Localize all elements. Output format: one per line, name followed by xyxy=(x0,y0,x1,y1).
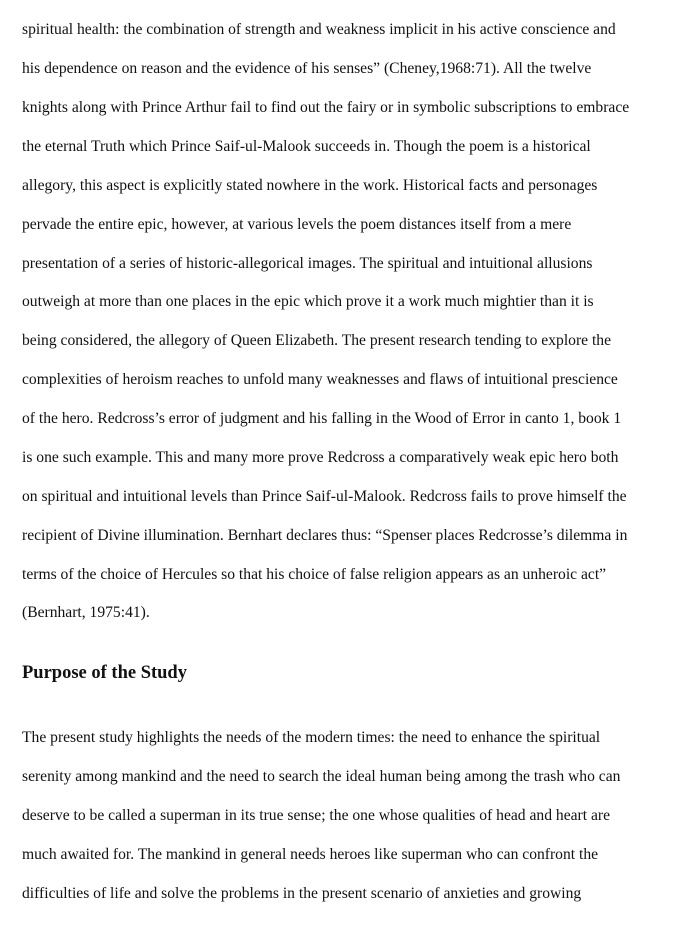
text-line: allegory, this aspect is explicitly stated nowhere in the work. Historical facts and personages xyxy=(22,177,598,194)
text-line: terms of the choice of Hercules so that his choice of false religion appears as an unheroic act” xyxy=(22,566,607,583)
text-line: difficulties of life and solve the problems in the present scenario of anxieties and growing xyxy=(22,885,582,902)
text-line: the eternal Truth which Prince Saif-ul-Malook succeeds in. Though the poem is a historical xyxy=(22,138,591,155)
section-heading: Purpose of the Study xyxy=(22,663,187,683)
text-line: outweigh at more than one places in the epic which prove it a work much mightier than it is xyxy=(22,293,594,310)
text-line: of the hero. Redcross’s error of judgment and his falling in the Wood of Error in canto 1, book 1 xyxy=(22,410,622,427)
text-line: his dependence on reason and the evidence of his senses” (Cheney,1968:71). All the twelve xyxy=(22,60,592,77)
text-line: complexities of heroism reaches to unfold many weaknesses and flaws of intuitional prescience xyxy=(22,371,618,388)
text-line: presentation of a series of historic-allegorical images. The spiritual and intuitional allusions xyxy=(22,255,593,272)
text-line: spiritual health: the combination of strength and weakness implicit in his active conscience and xyxy=(22,21,616,38)
text-line: is one such example. This and many more prove Redcross a comparatively weak epic hero both xyxy=(22,449,619,466)
text-line: (Bernhart, 1975:41). xyxy=(22,604,150,621)
text-line: pervade the entire epic, however, at various levels the poem distances itself from a mere xyxy=(22,216,572,233)
text-line: deserve to be called a superman in its true sense; the one whose qualities of head and heart are xyxy=(22,807,611,824)
text-line: knights along with Prince Arthur fail to find out the fairy or in symbolic subscriptions to embrace xyxy=(22,99,630,116)
text-line: being considered, the allegory of Queen Elizabeth. The present research tending to explore the xyxy=(22,332,612,349)
text-line: much awaited for. The mankind in general needs heroes like superman who can confront the xyxy=(22,846,599,863)
text-line: The present study highlights the needs of the modern times: the need to enhance the spiritual xyxy=(22,729,601,746)
text-line: recipient of Divine illumination. Bernhart declares thus: “Spenser places Redcrosse’s dilemma in xyxy=(22,527,628,544)
text-line: on spiritual and intuitional levels than Prince Saif-ul-Malook. Redcross fails to prove himself the xyxy=(22,488,627,505)
text-line: serenity among mankind and the need to search the ideal human being among the trash who can xyxy=(22,768,621,785)
